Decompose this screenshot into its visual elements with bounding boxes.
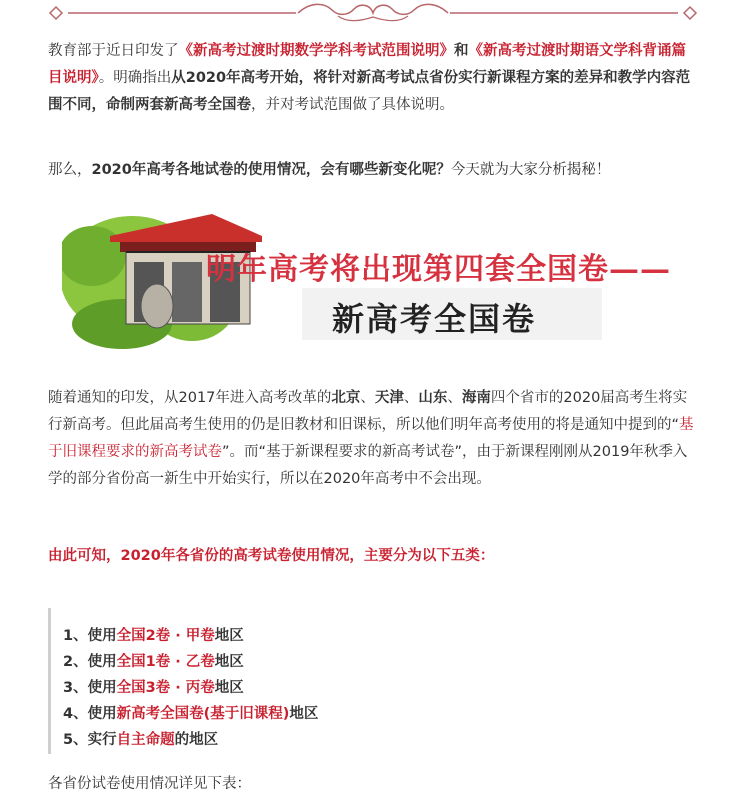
ornamental-divider [48,0,698,26]
intro-paragraph: 教育部于近日印发了《新高考过渡时期数学学科考试范围说明》和《新高考过渡时期语文学科背诵篇目说明》。明确指出从2020年高考开始，将针对新高考试点省份实行新课程方案的差异和教学内容范围不同，命制两套新高考全国卷，并对考试范围做了具体说明。 [48,43,691,113]
question-paragraph: 那么，2020年高考各地试卷的使用情况，会有哪些新变化呢？今天就为大家分析揭秘！ [48,162,611,178]
doc-title-chinese: 《新高考过渡时期语文学科背诵篇目说明》 [48,43,686,86]
list-item: 3、使用全国3卷 · 丙卷地区 [63,680,244,696]
summary-heading: 由此可知，2020年各省份的高考试卷使用情况，主要分为以下五类： [48,548,495,564]
banner-title: 明年高考将出现第四套全国卷—— [206,252,671,287]
doc-title-math: 《新高考过渡时期数学学科考试范围说明》 [178,43,454,59]
old-curriculum-exam: 基于旧课程要求的新高考试卷 [48,417,694,460]
footer-text: 各省份试卷使用情况详见下表： [48,776,251,792]
category-list [48,608,701,754]
banner-subtitle: 新高考全国卷 [332,300,537,338]
reform-paragraph: 随着通知的印发，从2017年进入高考改革的北京、天津、山东、海南四个省市的2020届高考生将实行新高考。但此届高考生使用的仍是旧教材和旧课标，所以他们明年高考使用的将是通知中提到的“基于旧课程要求的新高考试卷”。而“基于新课程要求的新高考试卷”，由于新课程刚刚从2019年秋季入学的部分省份高一新生中开始实行，所以在2020年高考中不会出现。 [48,390,694,487]
list-item: 4、使用新高考全国卷(基于旧课程)地区 [63,706,319,722]
intro-emphasis: 从2020年高考开始，将针对新高考试点省份实行新课程方案的差异和教学内容范围不同，命制两套新高考全国卷 [48,70,691,113]
list-item: 1、使用全国2卷 · 甲卷地区 [63,628,244,644]
banner-image [62,206,712,351]
list-item: 2、使用全国1卷 · 乙卷地区 [63,654,244,670]
list-item: 5、实行自主命题的地区 [63,732,219,748]
